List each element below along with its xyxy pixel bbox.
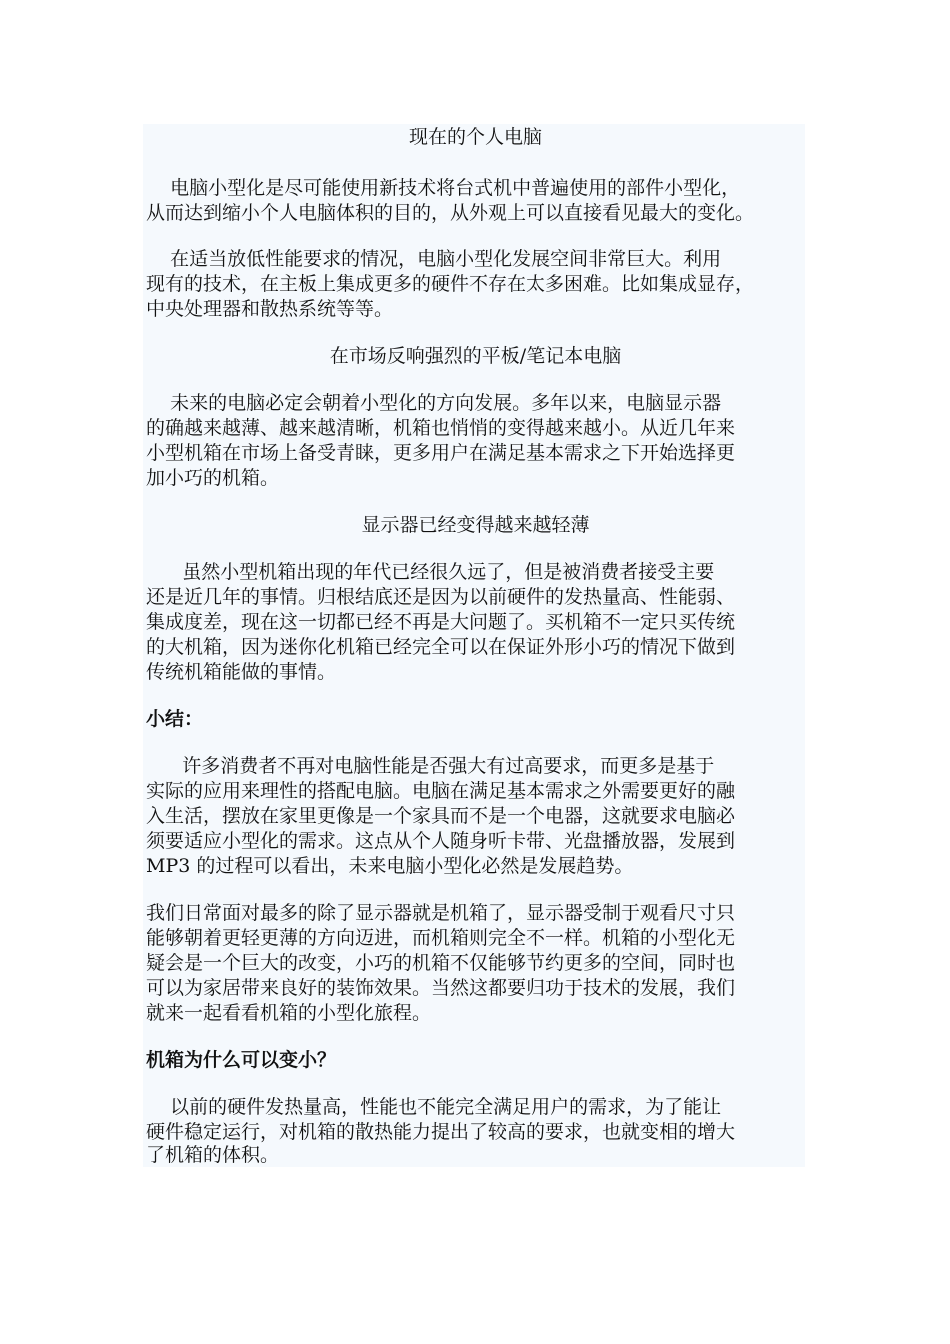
paragraph-line: 能够朝着更轻更薄的方向迈进，而机箱则完全不一样。机箱的小型化无	[146, 927, 736, 949]
paragraph-line: 硬件稳定运行，对机箱的散热能力提出了较高的要求，也就变相的增大	[146, 1121, 736, 1143]
paragraph-line: 虽然小型机箱出现的年代已经很久远了，但是被消费者接受主要	[146, 561, 715, 583]
paragraph-line: 实际的应用来理性的搭配电脑。电脑在满足基本需求之外需要更好的融	[146, 780, 736, 802]
caption-tablet-notebook: 在市场反响强烈的平板/笔记本电脑	[329, 345, 622, 367]
paragraph-line: 传统机箱能做的事情。	[146, 661, 337, 683]
heading-summary: 小结：	[146, 708, 204, 730]
paragraph-line: 了机箱的体积。	[146, 1144, 280, 1166]
caption-display-thinner: 显示器已经变得越来越轻薄	[361, 514, 590, 536]
paragraph-line: MP3 的过程可以看出，未来电脑小型化必然是发展趋势。	[146, 855, 634, 877]
paragraph-line: 入生活，摆放在家里更像是一个家具而不是一个电器，这就要求电脑必	[146, 805, 736, 827]
article-body	[143, 124, 805, 1167]
paragraph-line: 许多消费者不再对电脑性能是否强大有过高要求，而更多是基于	[146, 755, 715, 777]
paragraph-line: 疑会是一个巨大的改变，小巧的机箱不仅能够节约更多的空间，同时也	[146, 952, 736, 974]
paragraph-line: 未来的电脑必定会朝着小型化的方向发展。多年以来，电脑显示器	[146, 392, 722, 414]
paragraph-line: 我们日常面对最多的除了显示器就是机箱了，显示器受制于观看尺寸只	[146, 902, 736, 924]
paragraph-line: 加小巧的机箱。	[146, 467, 280, 489]
paragraph-line: 须要适应小型化的需求。这点从个人随身听卡带、光盘播放器，发展到	[146, 830, 736, 852]
paragraph-line: 的确越来越薄、越来越清晰，机箱也悄悄的变得越来越小。从近几年来	[146, 417, 736, 439]
paragraph-line: 小型机箱在市场上备受青睐，更多用户在满足基本需求之下开始选择更	[146, 442, 736, 464]
heading-why-smaller: 机箱为什么可以变小？	[146, 1049, 337, 1071]
paragraph-line: 在适当放低性能要求的情况，电脑小型化发展空间非常巨大。利用	[146, 248, 722, 270]
heading-current-pc: 现在的个人电脑	[408, 126, 542, 148]
paragraph-line: 可以为家居带来良好的装饰效果。当然这都要归功于技术的发展，我们	[146, 977, 736, 999]
paragraph-line: 就来一起看看机箱的小型化旅程。	[146, 1002, 432, 1024]
paragraph-line: 中央处理器和散热系统等等。	[146, 298, 394, 320]
paragraph-line: 集成度差，现在这一切都已经不再是大问题了。买机箱不一定只买传统	[146, 611, 736, 633]
paragraph-line: 的大机箱，因为迷你化机箱已经完全可以在保证外形小巧的情况下做到	[146, 636, 736, 658]
paragraph-line: 现有的技术，在主板上集成更多的硬件不存在太多困难。比如集成显存，	[146, 273, 755, 295]
paragraph-line: 还是近几年的事情。归根结底还是因为以前硬件的发热量高、性能弱、	[146, 586, 736, 608]
paragraph-line: 从而达到缩小个人电脑体积的目的，从外观上可以直接看见最大的变化。	[146, 202, 755, 224]
paragraph-line: 以前的硬件发热量高，性能也不能完全满足用户的需求，为了能让	[146, 1096, 722, 1118]
paragraph-line: 电脑小型化是尽可能使用新技术将台式机中普遍使用的部件小型化，	[146, 177, 741, 199]
